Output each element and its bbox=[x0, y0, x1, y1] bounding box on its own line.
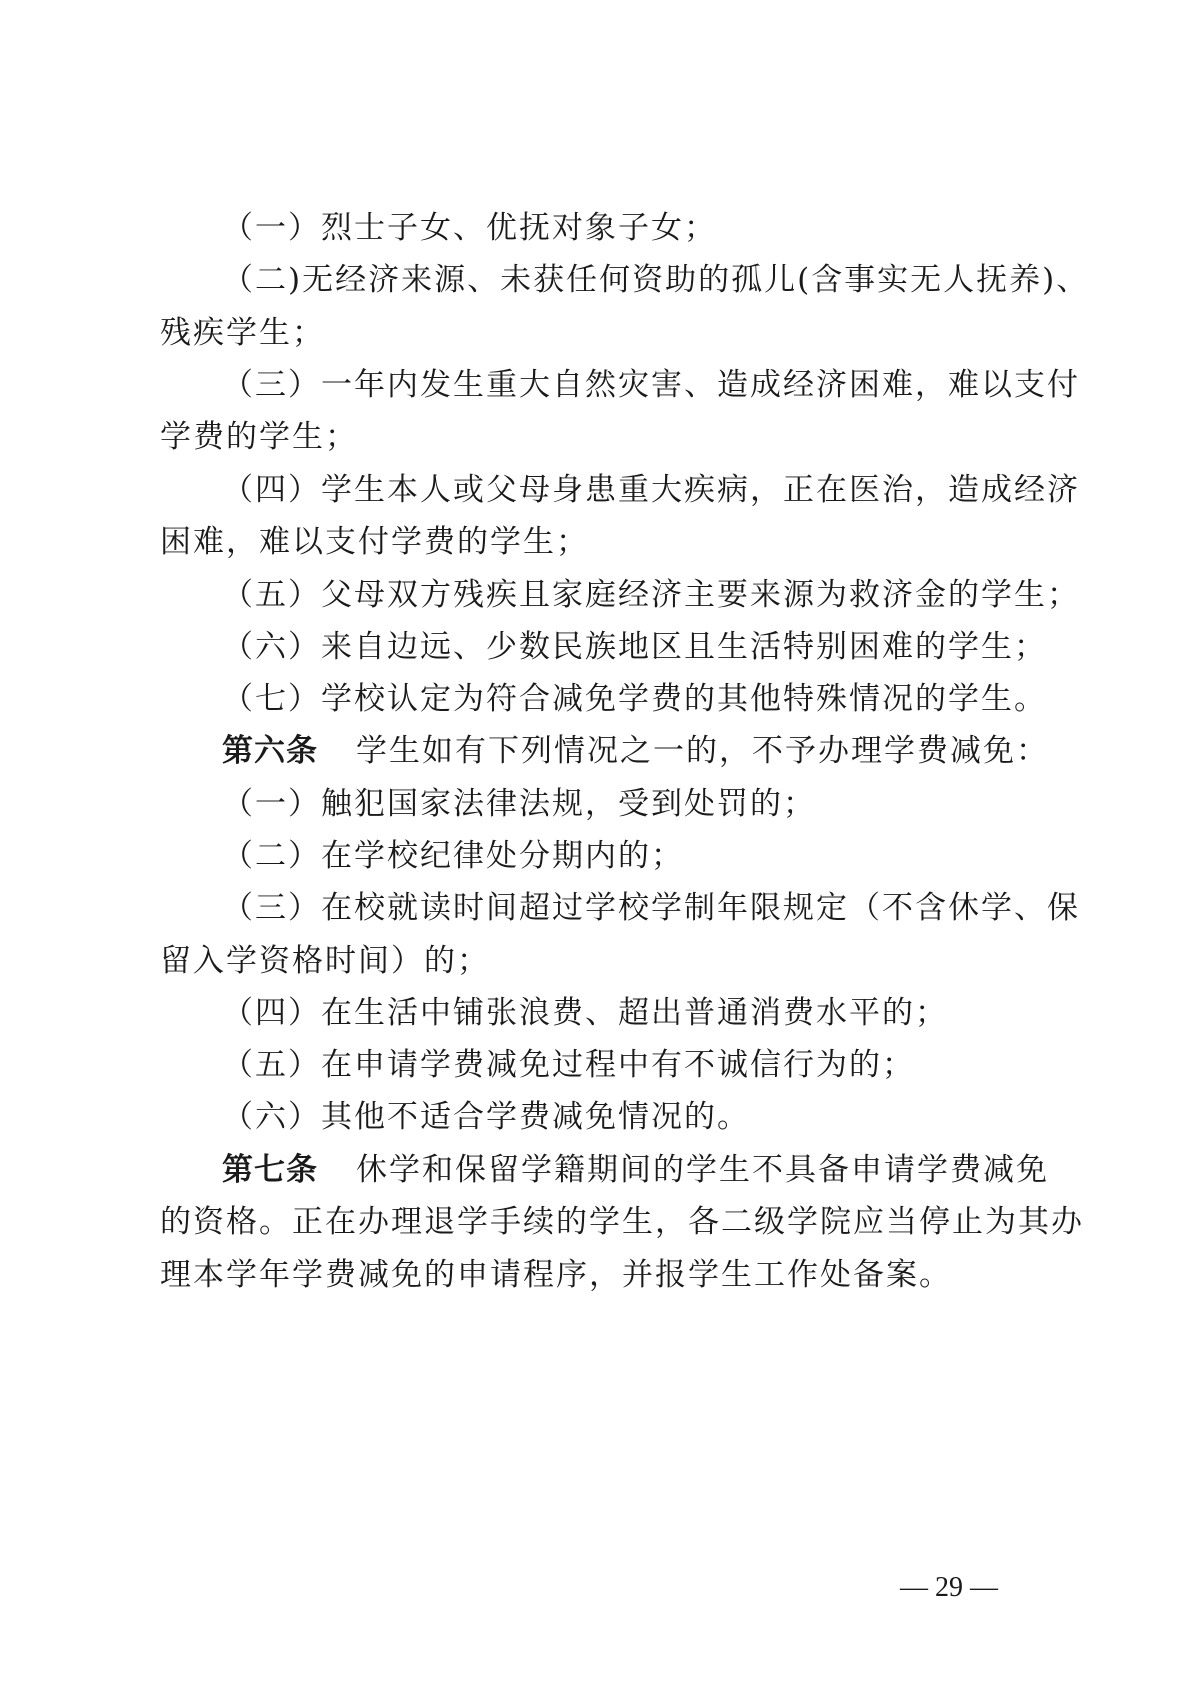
paragraph-line: 的资格。正在办理退学手续的学生，各二级学院应当停止为其办 bbox=[160, 1204, 1084, 1240]
paragraph-line: （二)无经济来源、未获任何资助的孤儿(含事实无人抚养)、 bbox=[222, 262, 1090, 298]
page-number: — 29 — bbox=[900, 1572, 998, 1603]
article-text: 学生如有下列情况之一的，不予办理学费减免： bbox=[356, 733, 1049, 769]
article-7-line bbox=[222, 1150, 1052, 1190]
paragraph-line: （四）学生本人或父母身患重大疾病，正在医治，造成经济 bbox=[222, 472, 1080, 508]
paragraph-line: （六）其他不适合学费减免情况的。 bbox=[222, 1099, 750, 1135]
paragraph-line: （五）在申请学费减免过程中有不诚信行为的； bbox=[222, 1047, 915, 1083]
paragraph-line: （一）烈士子女、优抚对象子女； bbox=[222, 210, 717, 246]
paragraph-line: （一）触犯国家法律法规，受到处罚的； bbox=[222, 786, 816, 822]
paragraph-line: 理本学年学费减免的申请程序，并报学生工作处备案。 bbox=[160, 1257, 952, 1293]
paragraph-line: 留入学资格时间）的； bbox=[160, 943, 490, 979]
paragraph-line: 困难，难以支付学费的学生； bbox=[160, 524, 589, 560]
article-6-line bbox=[222, 731, 1052, 771]
paragraph-line: （七）学校认定为符合减免学费的其他特殊情况的学生。 bbox=[222, 681, 1047, 717]
paragraph-line: 学费的学生； bbox=[160, 419, 358, 455]
paragraph-line: （三）一年内发生重大自然灾害、造成经济困难，难以支付 bbox=[222, 367, 1080, 403]
article-heading: 第六条 bbox=[222, 733, 318, 769]
paragraph-line: （六）来自边远、少数民族地区且生活特别困难的学生； bbox=[222, 629, 1047, 665]
article-heading: 第七条 bbox=[222, 1152, 318, 1188]
paragraph-line: （四）在生活中铺张浪费、超出普通消费水平的； bbox=[222, 995, 948, 1031]
article-text: 休学和保留学籍期间的学生不具备申请学费减免 bbox=[356, 1152, 1049, 1188]
paragraph-line: （二）在学校纪律处分期内的； bbox=[222, 838, 684, 874]
paragraph-line: 残疾学生； bbox=[160, 315, 325, 351]
paragraph-line: （五）父母双方残疾且家庭经济主要来源为救济金的学生； bbox=[222, 577, 1080, 613]
paragraph-line: （三）在校就读时间超过学校学制年限规定（不含休学、保 bbox=[222, 890, 1080, 926]
